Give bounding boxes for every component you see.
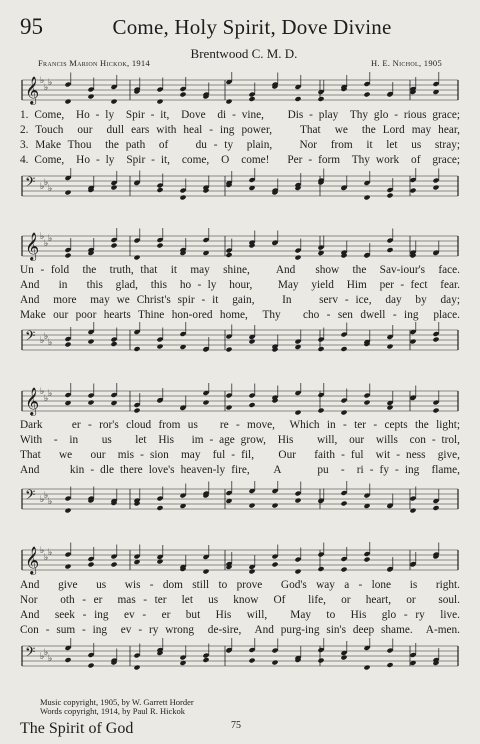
note-head (409, 188, 416, 194)
flat-icon: ♭ (48, 497, 53, 507)
note-head (156, 559, 163, 565)
note-head (386, 662, 393, 668)
lyric-verse-1: Dark er - ror's cloud from us re - move, Which in - ter - cepts the light; (20, 419, 460, 431)
note-head (110, 99, 117, 105)
note-head (432, 408, 439, 414)
note-head (248, 569, 255, 575)
flat-icon: ♭ (40, 182, 45, 192)
note-head (225, 405, 232, 411)
tune-name: Brentwood C. M. D. (190, 46, 298, 61)
flat-icon: ♭ (44, 553, 49, 563)
treble-staff-system-1 (20, 72, 460, 108)
flat-icon: ♭ (40, 652, 45, 662)
words-copyright: Words copyright, 1914, by Paul R. Hickok (40, 706, 185, 716)
flat-icon: ♭ (48, 654, 53, 664)
note-head (248, 658, 255, 664)
note-head (64, 190, 71, 196)
flat-icon: ♭ (48, 389, 53, 399)
lyric-verse-3: And seek - ing ev - er but His will, May to His glo - ry live. (20, 609, 460, 621)
flat-icon: ♭ (44, 239, 49, 249)
lyric-verse-1: And give us wis - dom still to prove God's way a - lone is right. (20, 579, 460, 591)
note-head (156, 99, 163, 105)
copyright-notice (40, 698, 194, 716)
lyric-verse-4: 4. Come, Ho - ly Spir - it, come, O come! Per - form Thy work of grace; (20, 154, 460, 166)
note-head (179, 92, 186, 98)
note-head (317, 566, 324, 572)
music-copyright: Music copyright, 1905, by W. Garrett Horder (40, 697, 194, 707)
note-head (294, 498, 301, 504)
lyric-verse-4: Make our poor hearts Thine hon-ored home, Thy cho - sen dwell - ing place. (20, 309, 460, 321)
flat-icon: ♭ (40, 387, 45, 397)
note-head (363, 92, 370, 98)
flat-icon: ♭ (44, 178, 49, 188)
lyric-verse-2: Nor oth - er mas - ter let us know Of life, or heart, or soul. (20, 594, 460, 606)
flat-icon: ♭ (44, 332, 49, 342)
note-head (294, 569, 301, 575)
note-head (110, 341, 117, 347)
bass-clef-icon: 𝄢 (25, 174, 36, 193)
note-head (340, 567, 347, 573)
flat-icon: ♭ (48, 78, 53, 88)
note-head (87, 339, 94, 345)
hymn-number: 95 (20, 14, 43, 39)
note-head (409, 339, 416, 345)
note-head (87, 94, 94, 100)
treble-staff-system-4 (20, 542, 460, 578)
note-head (363, 400, 370, 406)
note-head (202, 400, 209, 406)
flat-icon: ♭ (48, 184, 53, 194)
note-head (248, 402, 255, 408)
note-head (386, 344, 393, 350)
flat-icon: ♭ (40, 76, 45, 86)
flat-icon: ♭ (40, 546, 45, 556)
flat-icon: ♭ (44, 394, 49, 404)
note-head (317, 408, 324, 414)
note-head (156, 243, 163, 249)
bass-staff-system-4 (20, 638, 460, 674)
lyric-verse-2: And in this glad, this ho - ly hour, May yield Him per - fect fear. (20, 279, 460, 291)
bass-staff-system-3 (20, 481, 460, 517)
note-head (340, 501, 347, 507)
note-head (225, 252, 232, 258)
note-head (133, 408, 140, 414)
flat-icon: ♭ (48, 234, 53, 244)
flat-icon: ♭ (48, 338, 53, 348)
page-number: 75 (231, 720, 241, 731)
note-head (271, 503, 278, 509)
note-head (340, 655, 347, 661)
note-head (248, 96, 255, 102)
treble-clef-icon: 𝄞 (25, 387, 40, 415)
note-head (64, 99, 71, 105)
note-head (156, 505, 163, 511)
section-title: The Spirit of God (20, 720, 134, 737)
note-head (64, 342, 71, 348)
note-head (110, 243, 117, 249)
note-head (317, 658, 324, 664)
lyric-verse-1: Un - fold the truth, that it may shine, And show the Sav-iour's face. (20, 264, 460, 276)
bass-clef-icon: 𝄢 (25, 328, 36, 347)
note-head (248, 339, 255, 345)
lyric-verse-4: And kin - dle there love's heaven-ly fire, A pu - ri - fy - ing flame, (20, 464, 460, 476)
flat-icon: ♭ (48, 548, 53, 558)
note-head (386, 193, 393, 199)
note-head (363, 557, 370, 563)
note-head (271, 660, 278, 666)
note-head (225, 347, 232, 353)
note-head (64, 253, 71, 259)
lyric-verse-3: 3. Make Thou the path of du - ty plain, Nor from it let us stray; (20, 139, 460, 151)
bass-staff-system-2 (20, 322, 460, 358)
note-head (64, 508, 71, 514)
treble-clef-icon: 𝄞 (25, 76, 40, 104)
note-head (179, 195, 186, 201)
treble-staff-system-3 (20, 383, 460, 419)
flat-icon: ♭ (40, 336, 45, 346)
hymn-title: Come, Holy Spirit, Dove Divine (112, 15, 392, 39)
note-head (386, 405, 393, 411)
composer-credit: H. E. Nichol, 1905 (371, 58, 442, 68)
note-head (64, 564, 71, 570)
lyric-verse-2: 2. Touch our dull ears with heal - ing power, That we the Lord may hear, (20, 124, 460, 136)
note-head (386, 247, 393, 253)
flat-icon: ♭ (44, 491, 49, 501)
note-head (87, 400, 94, 406)
flat-icon: ♭ (44, 83, 49, 93)
note-head (156, 187, 163, 193)
note-head (317, 96, 324, 102)
note-head (294, 96, 301, 102)
note-head (64, 657, 71, 663)
note-head (340, 346, 347, 352)
note-head (110, 562, 117, 568)
lyric-verse-4: Con - sum - ing ev - ry wrong de-sire, And purg-ing sin's deep shame. A-men. (20, 624, 460, 636)
note-head (363, 195, 370, 201)
bass-clef-icon: 𝄢 (25, 644, 36, 663)
note-head (294, 255, 301, 261)
note-head (110, 185, 117, 191)
note-head (133, 346, 140, 352)
flat-icon: ♭ (44, 648, 49, 658)
bass-clef-icon: 𝄢 (25, 487, 36, 506)
note-head (248, 503, 255, 509)
note-head (133, 255, 140, 261)
bass-staff-system-1 (20, 168, 460, 204)
note-head (409, 508, 416, 514)
note-head (363, 665, 370, 671)
flat-icon: ♭ (40, 232, 45, 242)
note-head (87, 663, 94, 669)
note-head (202, 569, 209, 575)
note-head (271, 562, 278, 568)
note-head (156, 344, 163, 350)
note-head (87, 562, 94, 568)
author-credit: Francis Marion Hickok, 1914 (38, 58, 151, 68)
note-head (340, 410, 347, 416)
note-head (432, 505, 439, 511)
note-head (432, 337, 439, 343)
note-head (202, 657, 209, 663)
note-head (432, 185, 439, 191)
lyric-verse-3: And more may we Christ's spir - it gain, In serv - ice, day by day; (20, 294, 460, 306)
flat-icon: ♭ (40, 495, 45, 505)
note-head (294, 410, 301, 416)
note-head (317, 346, 324, 352)
lyric-verse-2: With - in us let His im - age grow, His will, our wills con - trol, (20, 434, 460, 446)
treble-clef-icon: 𝄞 (25, 232, 40, 260)
lyric-verse-3: That we our mis - sion may ful - fil, Our faith - ful wit - ness give, (20, 449, 460, 461)
treble-clef-icon: 𝄞 (25, 546, 40, 574)
note-head (133, 665, 140, 671)
lyric-verse-1: 1. Come, Ho - ly Spir - it, Dove di - vine, Dis - play Thy glo - rious grace; (20, 109, 460, 121)
treble-staff-system-2 (20, 228, 460, 264)
note-head (225, 99, 232, 105)
